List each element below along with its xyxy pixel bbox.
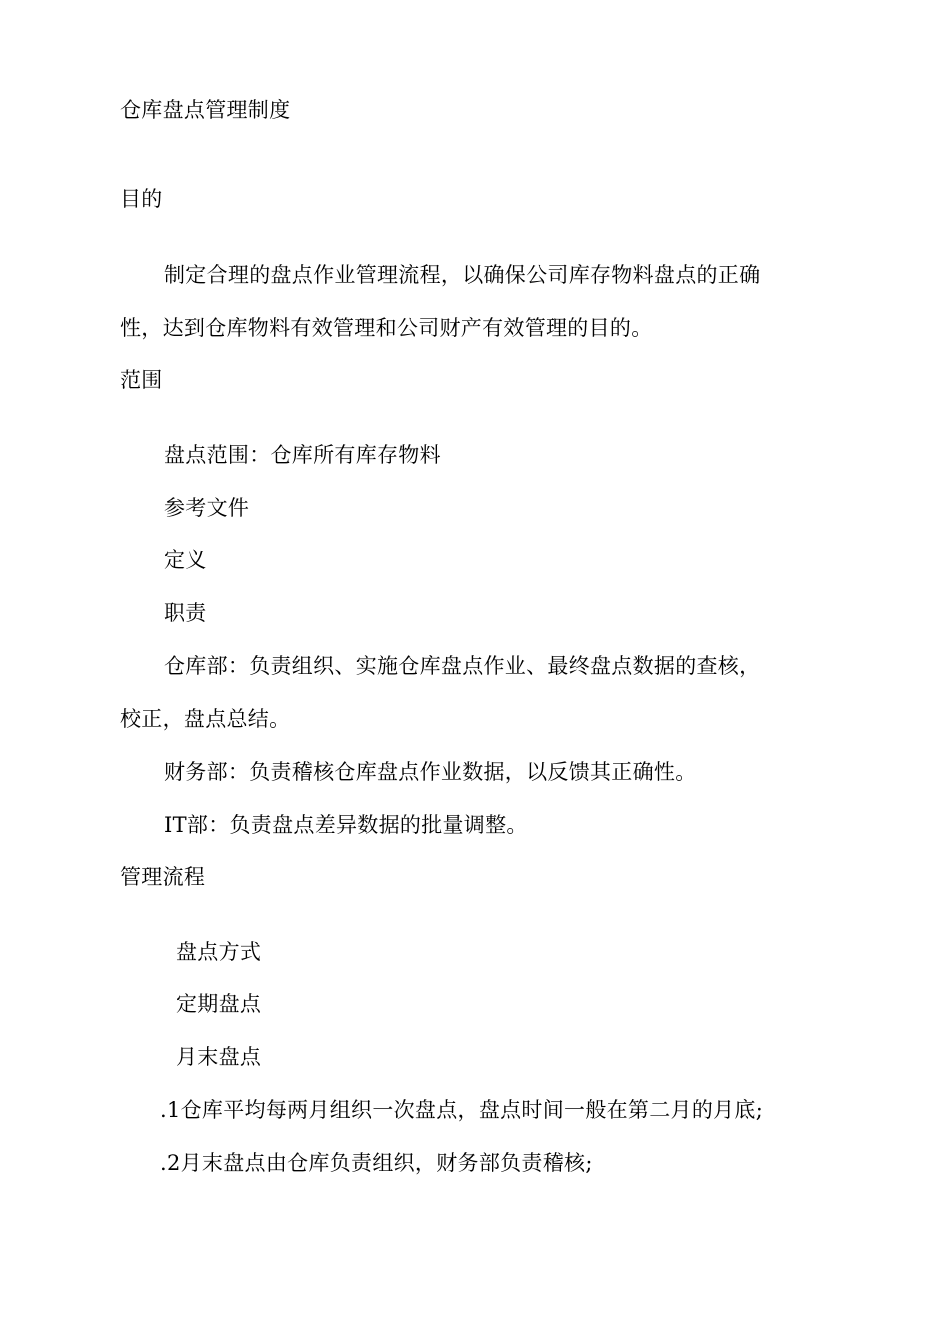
- periodic-inventory: 定期盘点: [176, 992, 262, 1016]
- reference-documents: 参考文件: [164, 496, 250, 520]
- it-duty: IT部：负责盘点差异数据的批量调整。: [164, 813, 528, 837]
- warehouse-duty-line-1: 仓库部：负责组织、实施仓库盘点作业、最终盘点数据的查核，: [164, 654, 761, 678]
- inventory-method: 盘点方式: [176, 940, 262, 964]
- section-heading-process: 管理流程: [120, 865, 206, 889]
- section-heading-purpose: 目的: [120, 187, 163, 211]
- definitions: 定义: [164, 548, 207, 572]
- purpose-paragraph-line-1: 制定合理的盘点作业管理流程，以确保公司库存物料盘点的正确: [164, 263, 761, 287]
- process-item-1: .1仓库平均每两月组织一次盘点，盘点时间一般在第二月的月底;: [160, 1098, 764, 1122]
- responsibilities: 职责: [164, 601, 207, 625]
- month-end-inventory: 月末盘点: [176, 1045, 262, 1069]
- finance-duty: 财务部：负责稽核仓库盘点作业数据，以反馈其正确性。: [164, 760, 697, 784]
- warehouse-duty-line-2: 校正，盘点总结。: [120, 707, 291, 731]
- scope-text: 盘点范围：仓库所有库存物料: [164, 443, 441, 467]
- purpose-paragraph-line-2: 性，达到仓库物料有效管理和公司财产有效管理的目的。: [120, 316, 653, 340]
- document-title: 仓库盘点管理制度: [120, 98, 291, 122]
- section-heading-scope: 范围: [120, 368, 163, 392]
- process-item-2: .2月末盘点由仓库负责组织，财务部负责稽核;: [160, 1151, 593, 1175]
